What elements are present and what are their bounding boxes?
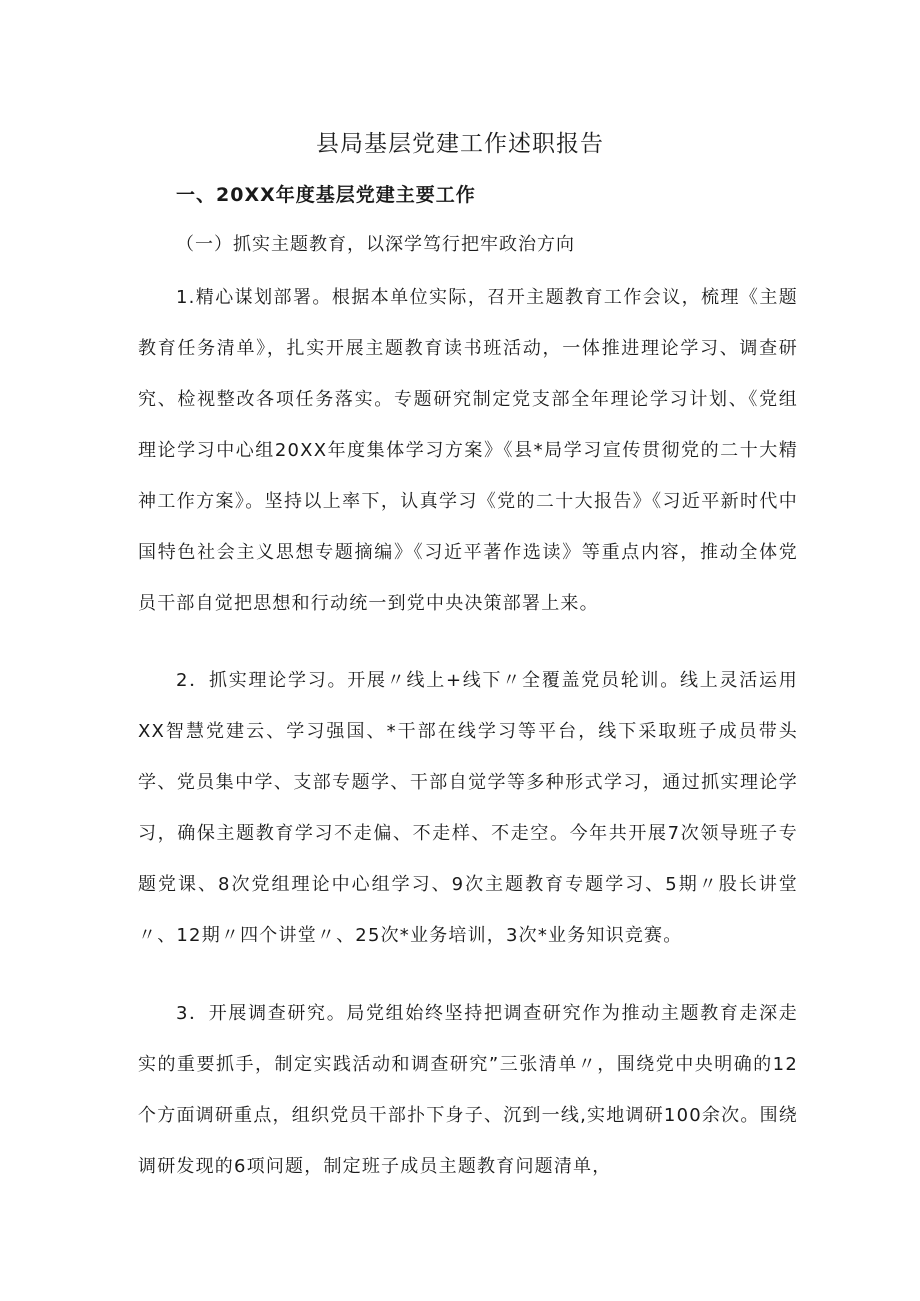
paragraph: 1.精心谋划部署。根据本单位实际，召开主题教育工作会议，梳理《主题教育任务清单》，扎实开展主题教育读书班活动，一体推进理论学习、调查研究、检视整改各项任务落实。专题研究制定党支部全年理论学习计划、《党组理论学习中心组20XX年度集体学习方案》《县*局学习宣传贯彻党的二十大精神工作方案》。坚持以上率下，认真学习《党的二十大报告》《习近平新时代中国特色社会主义思想专题摘编》《习近平著作选读》等重点内容，推动全体党员干部自觉把思想和行动统一到党中央决策部署上来。 (138, 287, 798, 614)
paragraph: 2．抓实理论学习。开展〃线上+线下〃全覆盖党员轮训。线上灵活运用XX智慧党建云、学习强国、*干部在线学习等平台，线下采取班子成员带头学、党员集中学、支部专题学、干部自觉学等多种形式学习，通过抓实理论学习，确保主题教育学习不走偏、不走样、不走空。今年共开展7次领导班子专题党课、8次党组理论中心组学习、9次主题教育专题学习、5期〃股长讲堂〃、12期〃四个讲堂〃、25次*业务培训，3次*业务知识竞赛。 (138, 670, 798, 946)
document-title: 县局基层党建工作述职报告 (316, 131, 604, 157)
paragraph: 3．开展调查研究。局党组始终坚持把调查研究作为推动主题教育走深走实的重要抓手，制定实践活动和调查研究”三张清单〃，围绕党中央明确的12个方面调研重点，组织党员干部扑下身子、沉到一线,实地调研100余次。围绕调研发现的6项问题，制定班子成员主题教育问题清单， (138, 1003, 798, 1177)
section-heading: 一、20XX年度基层党建主要工作 (176, 184, 476, 206)
subsection-heading: （一）抓实主题教育，以深学笃行把牢政治方向 (176, 234, 575, 255)
